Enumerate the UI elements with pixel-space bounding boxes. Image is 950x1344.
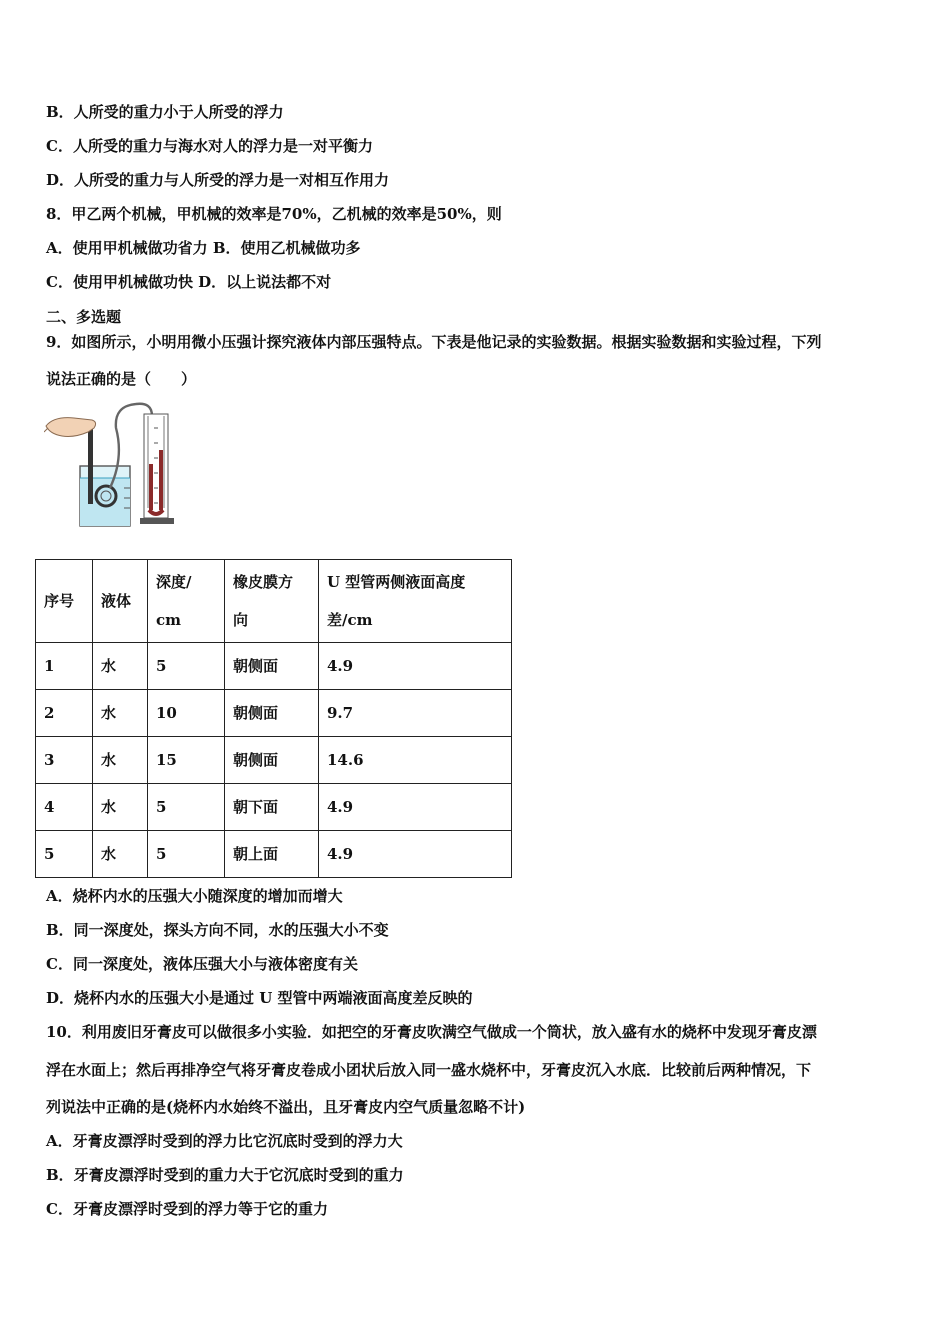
table-cell: 5 — [148, 784, 225, 831]
table-cell: 水 — [93, 784, 148, 831]
header-cell: 液体 — [93, 560, 148, 643]
table-row — [36, 831, 512, 878]
table-cell: 4.9 — [319, 831, 512, 878]
q10-stem-line1: 10．利用废旧牙膏皮可以做很多小实验．如把空的牙膏皮吹满空气做成一个筒状，放入盛有水的烧杯中发现牙膏皮漂 — [46, 1023, 817, 1041]
header-cell: 橡皮膜方 向 — [225, 560, 319, 643]
table-row — [36, 643, 512, 690]
header-cell: U 型管两侧液面高度 差/cm — [319, 560, 512, 643]
table-header-row — [36, 560, 512, 643]
q9-option-d: D．烧杯内水的压强大小是通过 U 型管中两端液面高度差反映的 — [46, 989, 473, 1007]
q8-options-cd: C．使用甲机械做功快 D．以上说法都不对 — [46, 273, 332, 291]
table-cell: 15 — [148, 737, 225, 784]
table-cell: 10 — [148, 690, 225, 737]
table-cell: 4.9 — [319, 643, 512, 690]
table-cell: 5 — [148, 831, 225, 878]
q9-stem-line1: 9．如图所示，小明用微小压强计探究液体内部压强特点。下表是他记录的实验数据。根据实验数据和实验过程，下列 — [46, 333, 822, 351]
q10-stem-line2: 浮在水面上；然后再排净空气将牙膏皮卷成小团状后放入同一盛水烧杯中，牙膏皮沉入水底．比较前后两种情况，下 — [46, 1061, 812, 1079]
table-cell: 水 — [93, 690, 148, 737]
table-cell: 水 — [93, 737, 148, 784]
table-cell: 4 — [36, 784, 93, 831]
table-cell: 水 — [93, 831, 148, 878]
q9-stem-line2: 说法正确的是（ ） — [46, 370, 197, 388]
q10-option-b: B．牙膏皮漂浮时受到的重力大于它沉底时受到的重力 — [46, 1166, 404, 1184]
section-heading: 二、多选题 — [46, 308, 122, 326]
q9-option-c: C．同一深度处，液体压强大小与液体密度有关 — [46, 955, 358, 973]
table-row — [36, 784, 512, 831]
table-cell: 朝侧面 — [225, 690, 319, 737]
table-cell: 朝下面 — [225, 784, 319, 831]
q7-option-d: D．人所受的重力与人所受的浮力是一对相互作用力 — [46, 171, 390, 189]
header-cell: 序号 — [36, 560, 93, 643]
table-row — [36, 737, 512, 784]
pressure-gauge-figure — [44, 398, 184, 530]
experiment-data-table — [35, 559, 512, 878]
q9-option-b: B．同一深度处，探头方向不同，水的压强大小不变 — [46, 921, 389, 939]
table-cell: 5 — [36, 831, 93, 878]
q10-option-a: A．牙膏皮漂浮时受到的浮力比它沉底时受到的浮力大 — [46, 1132, 403, 1150]
table-cell: 朝侧面 — [225, 643, 319, 690]
q8-options-ab: A．使用甲机械做功省力 B．使用乙机械做功多 — [46, 239, 361, 257]
q7-option-b: B．人所受的重力小于人所受的浮力 — [46, 103, 284, 121]
table-cell: 4.9 — [319, 784, 512, 831]
q8-stem: 8．甲乙两个机械，甲机械的效率是70%，乙机械的效率是50%，则 — [46, 205, 502, 223]
table-cell: 朝侧面 — [225, 737, 319, 784]
q10-stem-line3: 列说法中正确的是(烧杯内水始终不溢出，且牙膏皮内空气质量忽略不计) — [46, 1098, 526, 1116]
header-cell: 深度/ cm — [148, 560, 225, 643]
table-cell: 9.7 — [319, 690, 512, 737]
q10-option-c: C．牙膏皮漂浮时受到的浮力等于它的重力 — [46, 1200, 328, 1218]
q9-option-a: A．烧杯内水的压强大小随深度的增加而增大 — [46, 887, 343, 905]
table-row — [36, 690, 512, 737]
table-cell: 1 — [36, 643, 93, 690]
table-cell: 3 — [36, 737, 93, 784]
table-cell: 水 — [93, 643, 148, 690]
table-cell: 14.6 — [319, 737, 512, 784]
q7-option-c: C．人所受的重力与海水对人的浮力是一对平衡力 — [46, 137, 373, 155]
table-cell: 2 — [36, 690, 93, 737]
table-cell: 5 — [148, 643, 225, 690]
table-cell: 朝上面 — [225, 831, 319, 878]
